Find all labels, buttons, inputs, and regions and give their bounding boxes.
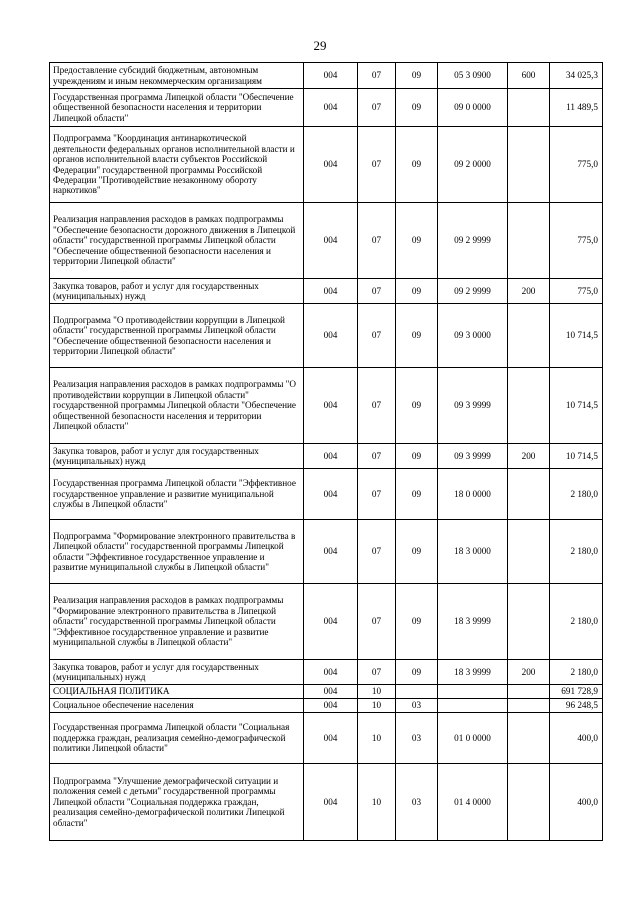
row-expense-type <box>508 764 550 841</box>
row-name: Реализация направления расходов в рамках подпрограммы "Формирование электронного правительства в Липецкой области" государственной программы Липецкой области "Эффективное государственное управление и развитие муниципальной службы в Липецкой области" <box>50 584 304 660</box>
row-ved: 004 <box>304 127 358 203</box>
row-ved: 004 <box>304 764 358 841</box>
row-ved: 004 <box>304 368 358 444</box>
row-target-article: 09 3 9999 <box>438 368 508 444</box>
row-subsection: 03 <box>396 699 438 713</box>
row-expense-type <box>508 699 550 713</box>
row-section: 07 <box>358 279 396 304</box>
row-expense-type: 200 <box>508 279 550 304</box>
row-ved: 004 <box>304 63 358 89</box>
row-name: Государственная программа Липецкой области "Обеспечение общественной безопасности населения и территории Липецкой области" <box>50 89 304 127</box>
row-section: 07 <box>358 444 396 469</box>
row-target-article: 09 3 9999 <box>438 444 508 469</box>
row-expense-type <box>508 368 550 444</box>
table-row <box>50 685 603 699</box>
row-sum: 775,0 <box>550 279 603 304</box>
row-target-article <box>438 685 508 699</box>
row-name: Подпрограмма "Формирование электронного правительства в Липецкой области" государственной программы Липецкой области "Эффективное государственное управление и развитие муниципальной службы в Липецкой области" <box>50 520 304 584</box>
row-subsection: 09 <box>396 279 438 304</box>
row-subsection: 09 <box>396 469 438 520</box>
row-expense-type <box>508 127 550 203</box>
row-target-article: 18 3 0000 <box>438 520 508 584</box>
row-expense-type <box>508 713 550 764</box>
table-row <box>50 660 603 685</box>
row-expense-type <box>508 304 550 368</box>
row-target-article: 09 2 9999 <box>438 279 508 304</box>
row-section: 07 <box>358 63 396 89</box>
row-target-article: 09 2 0000 <box>438 127 508 203</box>
table-row <box>50 63 603 89</box>
row-expense-type <box>508 469 550 520</box>
table-row <box>50 713 603 764</box>
row-section: 07 <box>358 660 396 685</box>
row-section: 10 <box>358 764 396 841</box>
row-subsection: 09 <box>396 63 438 89</box>
table-row <box>50 127 603 203</box>
row-sum: 11 489,5 <box>550 89 603 127</box>
row-ved: 004 <box>304 713 358 764</box>
row-subsection <box>396 685 438 699</box>
row-target-article: 05 3 0900 <box>438 63 508 89</box>
table-row <box>50 279 603 304</box>
row-expense-type <box>508 203 550 279</box>
table-row <box>50 304 603 368</box>
row-target-article: 18 3 9999 <box>438 660 508 685</box>
row-subsection: 09 <box>396 127 438 203</box>
row-target-article: 09 0 0000 <box>438 89 508 127</box>
row-sum: 2 180,0 <box>550 584 603 660</box>
row-sum: 2 180,0 <box>550 520 603 584</box>
row-ved: 004 <box>304 699 358 713</box>
row-sum: 400,0 <box>550 713 603 764</box>
row-section: 07 <box>358 89 396 127</box>
row-sum: 34 025,3 <box>550 63 603 89</box>
row-target-article <box>438 699 508 713</box>
row-subsection: 09 <box>396 584 438 660</box>
row-name: Предоставление субсидий бюджетным, автономным учреждениям и иным некоммерческим организациям <box>50 63 304 89</box>
table-row <box>50 469 603 520</box>
row-expense-type <box>508 584 550 660</box>
row-sum: 10 714,5 <box>550 304 603 368</box>
row-name: Подпрограмма "О противодействии коррупции в Липецкой области" государственной программы Липецкой области "Обеспечение общественной безопасности населения и территории Липецкой области" <box>50 304 304 368</box>
table-row <box>50 764 603 841</box>
row-ved: 004 <box>304 304 358 368</box>
table-body <box>50 63 603 841</box>
row-ved: 004 <box>304 660 358 685</box>
row-expense-type: 200 <box>508 444 550 469</box>
row-sum: 691 728,9 <box>550 685 603 699</box>
budget-table <box>49 62 603 841</box>
row-name: Реализация направления расходов в рамках подпрограммы "О противодействии коррупции в Липецкой области" государственной программы Липецкой области "Обеспечение общественной безопасности населения и территории Липецкой области" <box>50 368 304 444</box>
row-expense-type: 600 <box>508 63 550 89</box>
row-name: Подпрограмма "Координация антинаркотической деятельности федеральных органов исполнительной власти и органов исполнительной власти субъектов Российской Федерации" государственной программы Российской Федерации "Противодействие незаконному обороту наркотиков" <box>50 127 304 203</box>
row-sum: 2 180,0 <box>550 660 603 685</box>
row-sum: 775,0 <box>550 203 603 279</box>
row-subsection: 09 <box>396 660 438 685</box>
row-name: Закупка товаров, работ и услуг для государственных (муниципальных) нужд <box>50 660 304 685</box>
row-target-article: 18 0 0000 <box>438 469 508 520</box>
row-name: Подпрограмма "Улучшение демографической ситуации и положения семей с детьми" государственной программы Липецкой области "Социальная поддержка граждан, реализация семейно-демографической политики Липецкой области" <box>50 764 304 841</box>
row-target-article: 01 0 0000 <box>438 713 508 764</box>
row-target-article: 18 3 9999 <box>438 584 508 660</box>
row-section: 07 <box>358 520 396 584</box>
table-row <box>50 89 603 127</box>
row-section: 10 <box>358 685 396 699</box>
row-section: 10 <box>358 699 396 713</box>
row-section: 10 <box>358 713 396 764</box>
row-subsection: 03 <box>396 764 438 841</box>
row-target-article: 09 2 9999 <box>438 203 508 279</box>
row-name: СОЦИАЛЬНАЯ ПОЛИТИКА <box>50 685 304 699</box>
row-name: Социальное обеспечение населения <box>50 699 304 713</box>
row-subsection: 09 <box>396 203 438 279</box>
row-ved: 004 <box>304 685 358 699</box>
row-subsection: 09 <box>396 368 438 444</box>
row-ved: 004 <box>304 203 358 279</box>
row-sum: 400,0 <box>550 764 603 841</box>
row-sum: 96 248,5 <box>550 699 603 713</box>
page-number: 29 <box>313 38 327 53</box>
table-row <box>50 444 603 469</box>
row-section: 07 <box>358 127 396 203</box>
row-ved: 004 <box>304 444 358 469</box>
table-row <box>50 699 603 713</box>
row-subsection: 09 <box>396 520 438 584</box>
row-section: 07 <box>358 469 396 520</box>
row-name: Государственная программа Липецкой области "Эффективное государственное управление и развитие муниципальной службы в Липецкой области" <box>50 469 304 520</box>
row-subsection: 03 <box>396 713 438 764</box>
row-expense-type <box>508 685 550 699</box>
row-target-article: 09 3 0000 <box>438 304 508 368</box>
row-name: Закупка товаров, работ и услуг для государственных (муниципальных) нужд <box>50 444 304 469</box>
row-name: Закупка товаров, работ и услуг для государственных (муниципальных) нужд <box>50 279 304 304</box>
row-section: 07 <box>358 203 396 279</box>
row-expense-type: 200 <box>508 660 550 685</box>
row-section: 07 <box>358 584 396 660</box>
row-subsection: 09 <box>396 444 438 469</box>
row-sum: 775,0 <box>550 127 603 203</box>
table-row <box>50 520 603 584</box>
row-sum: 2 180,0 <box>550 469 603 520</box>
row-expense-type <box>508 89 550 127</box>
row-section: 07 <box>358 304 396 368</box>
row-expense-type <box>508 520 550 584</box>
row-name: Государственная программа Липецкой области "Социальная поддержка граждан, реализация семейно-демографической политики Липецкой области" <box>50 713 304 764</box>
row-ved: 004 <box>304 520 358 584</box>
row-target-article: 01 4 0000 <box>438 764 508 841</box>
table-row <box>50 368 603 444</box>
table-row <box>50 584 603 660</box>
table-row <box>50 203 603 279</box>
row-ved: 004 <box>304 469 358 520</box>
row-subsection: 09 <box>396 89 438 127</box>
row-sum: 10 714,5 <box>550 444 603 469</box>
row-section: 07 <box>358 368 396 444</box>
row-subsection: 09 <box>396 304 438 368</box>
row-sum: 10 714,5 <box>550 368 603 444</box>
row-ved: 004 <box>304 279 358 304</box>
row-ved: 004 <box>304 89 358 127</box>
row-ved: 004 <box>304 584 358 660</box>
row-name: Реализация направления расходов в рамках подпрограммы "Обеспечение безопасности дорожного движения в Липецкой области" государственной программы Липецкой области "Обеспечение общественной безопасности населения и территории Липецкой области" <box>50 203 304 279</box>
